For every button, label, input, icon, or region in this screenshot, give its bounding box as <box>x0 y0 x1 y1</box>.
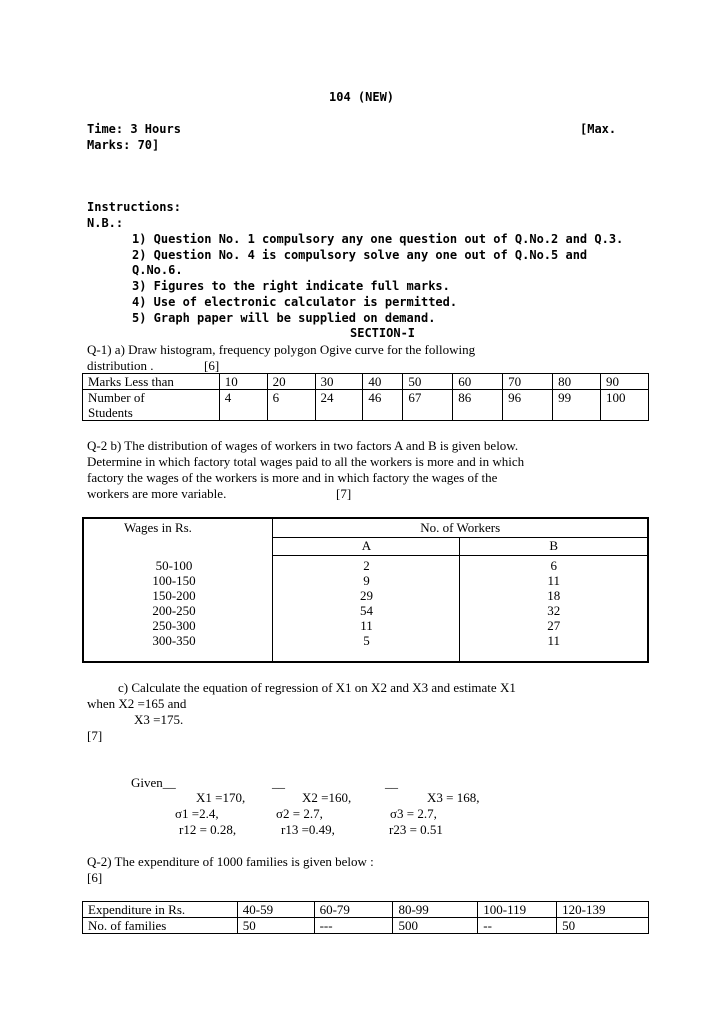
q2b-marks: [7] <box>336 486 352 501</box>
paper-code: 104 (NEW) <box>329 90 395 104</box>
q1-cell: 24 <box>315 390 363 421</box>
q2-exp-line1: Q-2) The expenditure of 1000 families is given below : <box>87 854 374 869</box>
bar-x2: __ <box>272 775 285 790</box>
sigma3-value: σ3 = 2.7, <box>390 806 437 821</box>
q1-marks-row <box>83 374 649 390</box>
wages-header-row <box>83 518 648 538</box>
wages-col <box>83 556 273 662</box>
b-cell: 6 <box>550 558 557 574</box>
wage-cell: 250-300 <box>152 617 196 633</box>
a-cell: 9 <box>363 573 370 589</box>
a-cell: 2 <box>363 558 370 574</box>
col-workers: No. of Workers <box>273 518 648 538</box>
q1-cell: 30 <box>315 374 363 390</box>
a-cell: 11 <box>360 618 373 634</box>
wage-cell: 100-150 <box>152 572 196 588</box>
q1-students-row <box>83 390 649 421</box>
q2b-line: workers are more variable. <box>87 486 227 501</box>
fam-cell: --- <box>314 918 393 934</box>
b-cell: 18 <box>547 588 561 604</box>
q1-cell: 60 <box>453 374 503 390</box>
q2-exp-marks: [6] <box>87 870 103 885</box>
exp-row-label: No. of families <box>83 918 238 934</box>
q1-cell: 10 <box>219 374 267 390</box>
q1-row-label: Marks Less than <box>83 374 220 390</box>
instruction-item: 2) Question No. 4 is compulsory solve any one out of Q.No.5 and <box>132 248 588 262</box>
q1-cell: 99 <box>553 390 601 421</box>
wages-body-row <box>83 556 648 662</box>
q2c-line2: when X2 =165 and <box>87 696 187 711</box>
given-label: Given__ <box>131 775 176 790</box>
q1-cell: 90 <box>600 374 648 390</box>
fam-cell: 50 <box>237 918 314 934</box>
exp-row-label: Expenditure in Rs. <box>83 902 238 918</box>
x1-value: X1 =170, <box>196 790 246 805</box>
q1-cell: 40 <box>363 374 403 390</box>
a-cell: 5 <box>363 633 370 649</box>
x2-value: X2 =160, <box>302 790 352 805</box>
q2b-line: factory the wages of the workers is more and in which factory the wages of the <box>87 470 498 485</box>
q1-cell: 46 <box>363 390 403 421</box>
r13-value: r13 =0.49, <box>281 822 335 837</box>
exp-cell: 100-119 <box>478 902 557 918</box>
col-b: B <box>460 538 648 556</box>
fam-cell: -- <box>478 918 557 934</box>
expenditure-row <box>83 902 649 918</box>
q1-line1: Q-1) a) Draw histogram, frequency polygon Ogive curve for the following <box>87 342 476 357</box>
instruction-item: 4) Use of electronic calculator is permitted. <box>132 295 458 309</box>
section-heading: SECTION-I <box>350 326 416 340</box>
q1-cell: 86 <box>453 390 503 421</box>
a-cell: 29 <box>359 588 373 604</box>
q2b-line: Q-2 b) The distribution of wages of workers in two factors A and B is given below. <box>87 438 519 453</box>
q1-cell: 96 <box>503 390 553 421</box>
q1-cell: 6 <box>267 390 315 421</box>
wages-table <box>82 517 649 663</box>
q2b-line: Determine in which factory total wages paid to all the workers is more and in which <box>87 454 525 469</box>
marks-label: Marks: 70] <box>87 138 160 152</box>
b-cell: 11 <box>547 633 560 649</box>
q1-cell: 4 <box>219 390 267 421</box>
col-a: A <box>273 538 460 556</box>
wage-cell: 200-250 <box>152 602 196 618</box>
wage-cell: 300-350 <box>152 632 196 648</box>
b-col <box>460 556 648 662</box>
expenditure-table <box>82 901 649 934</box>
nb-label: N.B.: <box>87 216 124 230</box>
q1-cell: 67 <box>403 390 453 421</box>
exp-cell: 120-139 <box>557 902 649 918</box>
max-label: [Max. <box>580 122 617 136</box>
q1-cell: 50 <box>403 374 453 390</box>
instructions-heading: Instructions: <box>87 200 181 214</box>
q2c-line3: X3 =175. <box>134 712 184 727</box>
q2c-line1: c) Calculate the equation of regression of X1 on X2 and X3 and estimate X1 <box>118 680 516 695</box>
exp-cell: 40-59 <box>237 902 314 918</box>
instruction-item: 1) Question No. 1 compulsory any one question out of Q.No.2 and Q.3. <box>132 232 624 246</box>
wage-cell: 150-200 <box>152 587 196 603</box>
wage-cell: 50-100 <box>155 557 193 573</box>
x3-value: X3 = 168, <box>427 790 480 805</box>
instruction-item: 3) Figures to the right indicate full marks. <box>132 279 450 293</box>
b-cell: 32 <box>547 603 561 619</box>
b-cell: 11 <box>547 573 560 589</box>
families-row <box>83 918 649 934</box>
r12-value: r12 = 0.28, <box>179 822 237 837</box>
q1-marks: [6] <box>204 358 220 373</box>
q1-cell: 100 <box>600 390 648 421</box>
q1-line2: distribution . <box>87 358 154 373</box>
sigma2-value: σ2 = 2.7, <box>276 806 323 821</box>
q1-cell: 80 <box>553 374 601 390</box>
r23-value: r23 = 0.51 <box>389 822 443 837</box>
instruction-item: 5) Graph paper will be supplied on demand. <box>132 311 436 325</box>
instruction-item: Q.No.6. <box>132 263 183 277</box>
time-label: Time: 3 Hours <box>87 122 181 136</box>
col-wages: Wages in Rs. <box>83 518 273 556</box>
exp-cell: 80-99 <box>393 902 478 918</box>
a-col <box>273 556 460 662</box>
q1-row-label: Number of Students <box>83 390 220 421</box>
a-cell: 54 <box>359 603 373 619</box>
sigma1-value: σ1 =2.4, <box>175 806 219 821</box>
q1-cell: 70 <box>503 374 553 390</box>
fam-cell: 50 <box>557 918 649 934</box>
q1-table <box>82 373 649 421</box>
bar-x3: __ <box>385 775 398 790</box>
q2c-marks: [7] <box>87 728 103 743</box>
b-cell: 27 <box>547 618 561 634</box>
q1-cell: 20 <box>267 374 315 390</box>
fam-cell: 500 <box>393 918 478 934</box>
exp-cell: 60-79 <box>314 902 393 918</box>
